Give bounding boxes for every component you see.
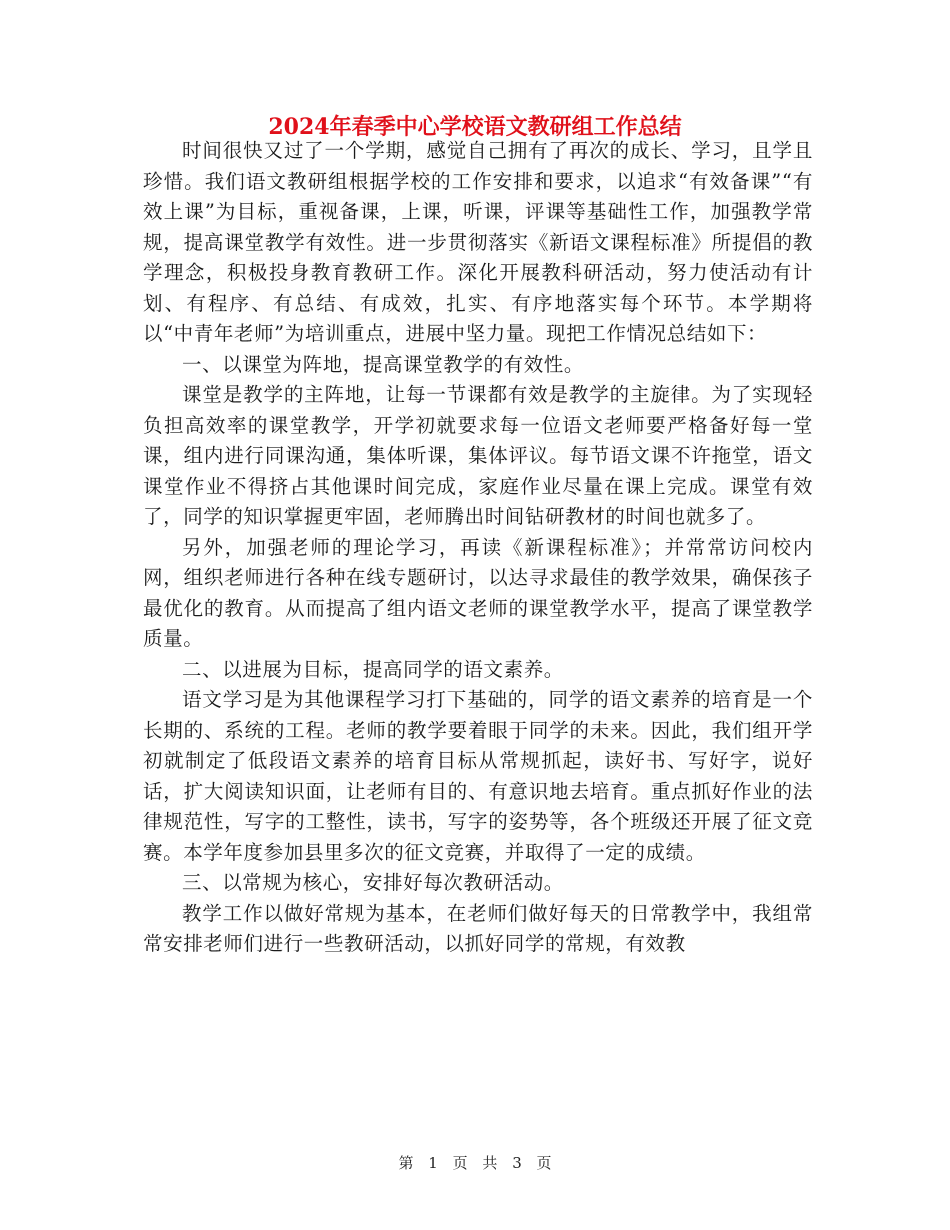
- section-heading-1: 一、以课堂为阵地，提高课堂教学的有效性。: [182, 352, 585, 376]
- paragraph-literacy: 语文学习是为其他课程学习打下基础的，同学的语文素养的培育是一个长期的、系统的工程。老师的教学要着眼于同学的未来。因此，我们组开学初就制定了低段语文素养的培育目标从常规抓起，读好书、写好字，说好话，扩大阅读知识面，让老师有目的、有意识地去培育。重点抓好作业的法律规范性，写字的工整性，读书，写字的姿势等，各个班级还开展了征文竞赛。本学年度参加县里多次的征文竞赛，并取得了一定的成绩。: [143, 688, 813, 864]
- footer-prefix: 第: [398, 1154, 414, 1172]
- page-footer: [0, 1152, 950, 1173]
- paragraph-intro: 时间很快又过了一个学期，感觉自己拥有了再次的成长、学习，且学且珍惜。我们语文教研组根据学校的工作安排和要求，以追求“有效备课”“有效上课”为目标，重视备课，上课，听课，评课等基础性工作，加强教学常规，提高课堂教学有效性。进一步贯彻落实《新语文课程标准》所提倡的教学理念，积极投身教育教研工作。深化开展教科研活动，努力使活动有计划、有程序、有总结、有成效，扎实、有序地落实每个环节。本学期将以“中青年老师”为培训重点，进展中坚力量。现把工作情况总结如下：: [143, 139, 813, 345]
- footer-total-pages: 3: [512, 1154, 522, 1172]
- paragraph-classroom: 课堂是教学的主阵地，让每一节课都有效是教学的主旋律。为了实现轻负担高效率的课堂教学，开学初就要求每一位语文老师要严格备好每一堂课，组内进行同课沟通，集体听课，集体评议。每节语文课不许拖堂，语文课堂作业不得挤占其他课时间完成，家庭作业尽量在课上完成。课堂有效了，同学的知识掌握更牢固，老师腾出时间钻研教材的时间也就多了。: [143, 383, 813, 528]
- paragraph-routine: 教学工作以做好常规为基本，在老师们做好每天的日常教学中，我组常常安排老师们进行一些教研活动，以抓好同学的常规，有效教: [143, 901, 813, 955]
- section-heading-3: 三、以常规为核心，安排好每次教研活动。: [182, 871, 564, 894]
- section-heading-2: 二、以进展为目标，提高同学的语文素养。: [182, 657, 564, 681]
- footer-total-prefix: 共: [482, 1154, 498, 1172]
- paragraph-theory: 另外，加强老师的理论学习，再读《新课程标准》；并常常访问校内网，组织老师进行各种在线专题研讨，以达寻求最佳的教学效果，确保孩子最优化的教育。从而提高了组内语文老师的课堂教学水平，提高了课堂教学质量。: [143, 535, 813, 650]
- footer-page-unit: 页: [452, 1154, 468, 1172]
- footer-page-number: 1: [428, 1154, 438, 1172]
- footer-total-unit: 页: [536, 1154, 552, 1172]
- document-body: [143, 136, 813, 960]
- document-title: 2024年春季中心学校语文教研组工作总结: [268, 114, 682, 140]
